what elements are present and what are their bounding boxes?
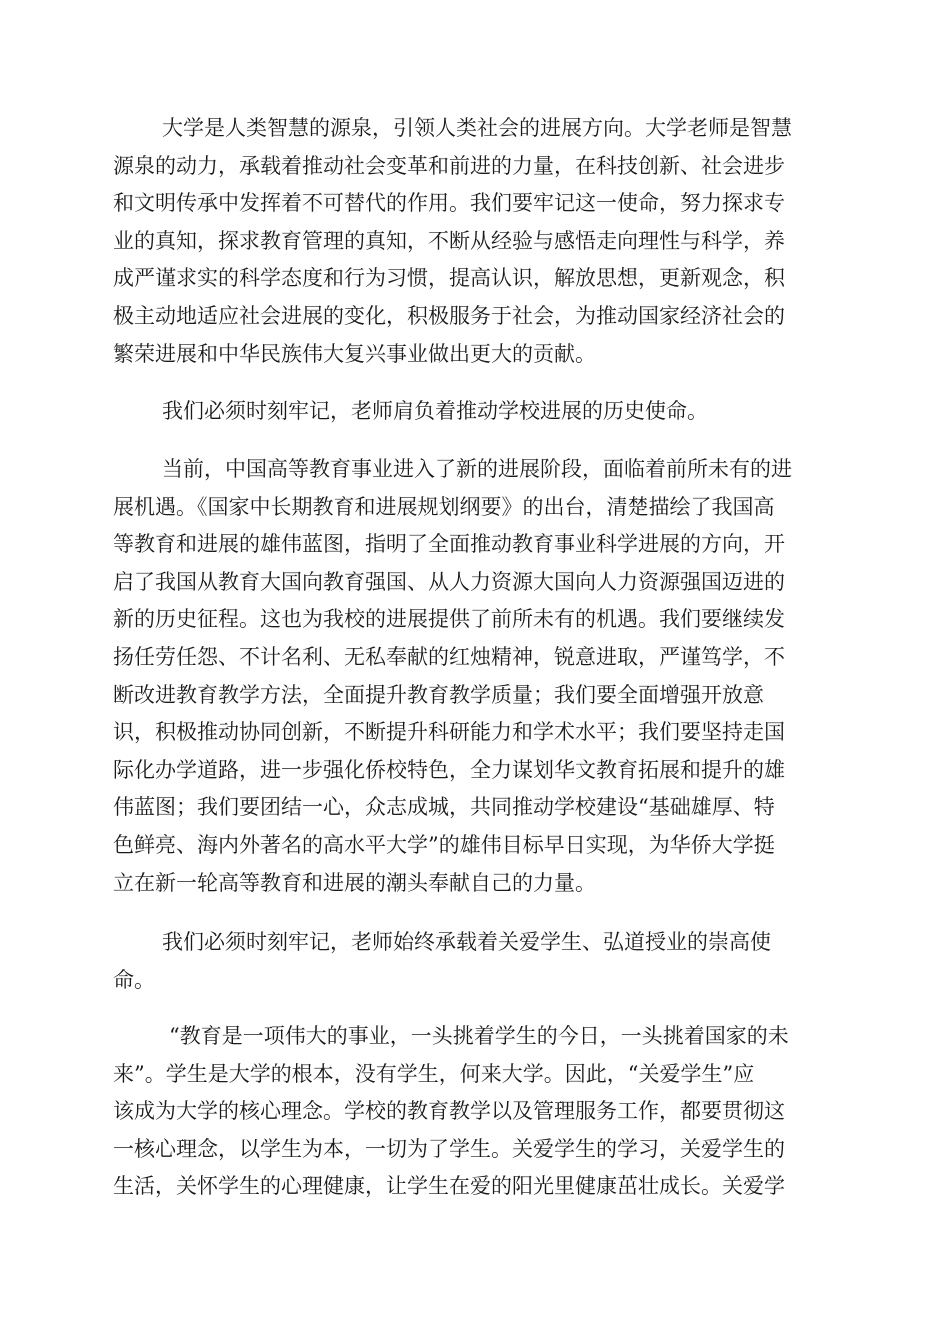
- paragraph-line: 识，积极推动协同创新，不断提升科研能力和学术水平；我们要坚持走国: [113, 720, 785, 745]
- paragraph-line: 等教育和进展的雄伟蓝图，指明了全面推动教育事业科学进展的方向，开: [113, 532, 785, 557]
- paragraph-line: 命。: [113, 967, 155, 992]
- paragraph-line: 来”。学生是大学的根本，没有学生，何来大学。因此，“关爱学生”应: [113, 1061, 755, 1086]
- paragraph-line: 业的真知，探求教育管理的真知，不断从经验与感悟走向理性与科学，养: [113, 228, 785, 253]
- paragraph-line: 繁荣进展和中华民族伟大复兴事业做出更大的贡献。: [113, 341, 596, 366]
- paragraph-line: 启了我国从教育大国向教育强国、从人力资源大国向人力资源强国迈进的: [113, 569, 785, 594]
- paragraph-4: [113, 924, 838, 999]
- paragraph-line: 展机遇。《国家中长期教育和进展规划纲要》的出台，清楚描绘了我国高: [113, 494, 775, 519]
- paragraph-line: 色鲜亮、海内外著名的高水平大学”的雄伟目标早日实现，为华侨大学挺: [113, 832, 775, 857]
- paragraph-2: [113, 393, 838, 431]
- paragraph-line: 大学是人类智慧的源泉，引领人类社会的进展方向。大学老师是智慧: [162, 116, 792, 140]
- paragraph-line: 当前，中国高等教育事业进入了新的进展阶段，面临着前所未有的进: [162, 457, 792, 481]
- paragraph-line: 新的历史征程。这也为我校的进展提供了前所未有的机遇。我们要继续发: [113, 607, 785, 632]
- paragraph-line: 我们必须时刻牢记，老师始终承载着关爱学生、弘道授业的崇高使: [162, 930, 771, 954]
- paragraph-line: 扬任劳任怨、不计名利、无私奉献的红烛精神，锐意进取，严谨笃学，不: [113, 644, 785, 669]
- paragraph-line: 生活，关怀学生的心理健康，让学生在爱的阳光里健康茁壮成长。关爱学: [113, 1174, 785, 1199]
- paragraph-line: 源泉的动力，承载着推动社会变革和前进的力量，在科技创新、社会进步: [113, 153, 785, 178]
- paragraph-line: 立在新一轮高等教育和进展的潮头奉献自己的力量。: [113, 870, 596, 895]
- paragraph-line: 极主动地适应社会进展的变化，积极服务于社会，为推动国家经济社会的: [113, 303, 785, 328]
- paragraph-line: 和文明传承中发挥着不可替代的作用。我们要牢记这一使命，努力探求专: [113, 191, 785, 216]
- paragraph-line: “教育是一项伟大的事业，一头挑着学生的今日，一头挑着国家的未: [169, 1024, 789, 1048]
- paragraph-line: 一核心理念，以学生为本，一切为了学生。关爱学生的学习，关爱学生的: [113, 1136, 785, 1161]
- paragraph-line: 成严谨求实的科学态度和行为习惯，提高认识，解放思想，更新观念，积: [113, 266, 785, 291]
- paragraph-5: [113, 1018, 838, 1206]
- paragraph-3: [113, 451, 838, 902]
- paragraph-line: 我们必须时刻牢记，老师肩负着推动学校进展的历史使命。: [162, 399, 708, 423]
- paragraph-line: 该成为大学的核心理念。学校的教育教学以及管理服务工作，都要贯彻这: [113, 1099, 785, 1124]
- paragraph-line: 伟蓝图；我们要团结一心，众志成城，共同推动学校建设“基础雄厚、特: [113, 795, 775, 820]
- paragraph-line: 际化办学道路，进一步强化侨校特色，全力谋划华文教育拓展和提升的雄: [113, 757, 785, 782]
- paragraph-line: 断改进教育教学方法，全面提升教育教学质量；我们要全面增强开放意: [113, 682, 764, 707]
- paragraph-1: [113, 110, 838, 373]
